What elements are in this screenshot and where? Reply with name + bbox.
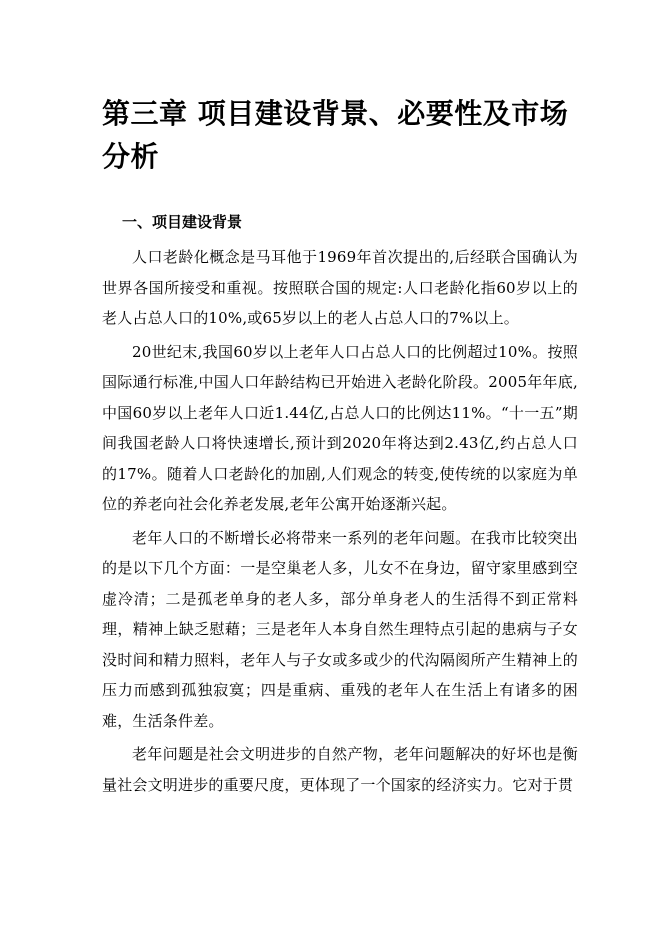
paragraph-social-progress: 老年问题是社会文明进步的自然产物，老年问题解决的好坏也是衡量社会文明进步的重要尺度，更体现了一个国家的经济实力。它对于贯 bbox=[102, 745, 578, 794]
paragraph-elderly-problems: 老年人口的不断增长必将带来一系列的老年问题。在我市比较突出的是以下几个方面：一是空巢老人多，儿女不在身边，留守家里感到空虚冷清；二是孤老单身的老人多，部分单身老人的生活得不到正常料理，精神上缺乏慰藉；三是老年人本身自然生理特点引起的患病与子女没时间和精力照料，老年人与子女或多或少的代沟隔阂所产生精神上的压力而感到孤独寂寞；四是重病、重残的老年人在生活上有诸多的困难，生活条件差。 bbox=[102, 528, 578, 730]
paragraph-aging-definition: 人口老龄化概念是马耳他于1969年首次提出的,后经联合国确认为世界各国所接受和重视。按照联合国的规定:人口老龄化指60岁以上的老人占总人口的10%,或65岁以上的老人占总人口的7%以上。 bbox=[102, 248, 578, 327]
chapter-title: 第三章 项目建设背景、必要性及市场分析 bbox=[102, 97, 569, 173]
document-page bbox=[102, 92, 578, 800]
section-heading: 一、项目建设背景 bbox=[122, 213, 243, 231]
paragraph-china-aging-stats: 20世纪末,我国60岁以上老年人口占总人口的比例超过10%。按照国际通行标准,中国人口年龄结构已开始进入老龄化阶段。2005年年底,中国60岁以上老年人口近1.44亿,占总人口的比例达11%。“十一五”期间我国老龄人口将快速增长,预计到2020年将达到2.43亿,约占总人口的17%。随着人口老龄化的加剧,人们观念的转变,使传统的以家庭为单位的养老向社会化养老发展,老年公寓开始逐渐兴起。 bbox=[102, 342, 578, 513]
